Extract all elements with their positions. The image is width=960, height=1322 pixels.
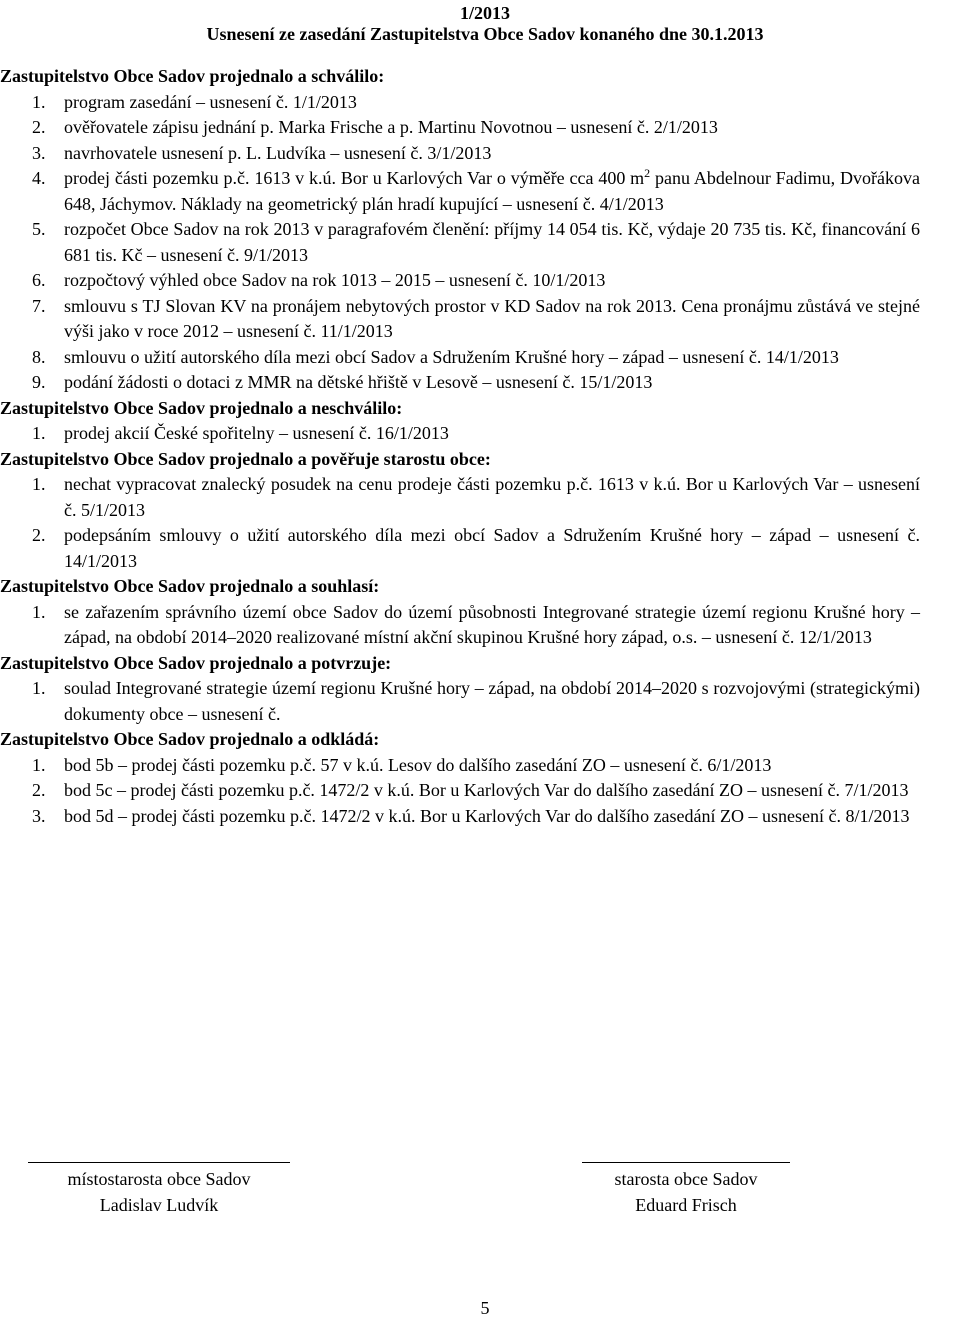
item-number: 9. [32, 372, 46, 392]
item-text: rozpočtový výhled obce Sadov na rok 1013 – 2015 – usnesení č. 10/1/2013 [64, 270, 606, 290]
section-heading-approved: Zastupitelstvo Obce Sadov projednalo a schválilo: [0, 66, 385, 86]
item-number: 3. [32, 805, 46, 826]
list-item [0, 472, 940, 523]
item-text: navrhovatele usnesení p. L. Ludvíka – usnesení č. 3/1/2013 [64, 142, 492, 163]
item-number: 3. [32, 142, 46, 163]
list-item [0, 115, 940, 141]
list-item [0, 217, 940, 268]
list-item [0, 778, 940, 804]
item-number: 7. [32, 295, 46, 316]
item-text [64, 166, 940, 217]
document-body [0, 64, 940, 829]
section-heading-rejected: Zastupitelstvo Obce Sadov projednalo a neschválilo: [0, 397, 403, 418]
signature-name: Eduard Frisch [635, 1194, 737, 1215]
resolution-number: 1/2013 [459, 3, 510, 23]
list-item [0, 90, 940, 116]
list-item [0, 166, 940, 217]
signature-role: starosta obce Sadov [614, 1169, 758, 1189]
item-text: podání žádosti o dotaci z MMR na dětské hřiště v Lesově – usnesení č. 15/1/2013 [64, 372, 653, 392]
item-text: se zařazením správního území obce Sadov do území působnosti Integrované strategie území regionu Krušné hory – západ, na období 2014–2020 realizované místní akční skupinou Krušné hory západ, o.s. – usnesení č. 12/1/2013 [64, 601, 920, 647]
list-item [0, 600, 940, 651]
signature-block-deputy-mayor [28, 1162, 290, 1218]
list-item [0, 268, 940, 294]
list-item [0, 141, 940, 167]
item-number: 5. [32, 219, 46, 239]
item-text: prodej akcií České spořitelny – usnesení č. 16/1/2013 [64, 423, 449, 443]
superscript: 2 [644, 166, 651, 180]
list-item [0, 421, 940, 447]
item-number: 1. [32, 474, 46, 494]
item-number: 4. [32, 168, 46, 188]
document-title: Usnesení ze zasedání Zastupitelstva Obce Sadov konaného dne 30.1.2013 [206, 24, 764, 44]
item-text: bod 5d – prodej části pozemku p.č. 1472/2 v k.ú. Bor u Karlových Var do dalšího zasedání ZO – usnesení č. 8/1/2013 [64, 805, 910, 826]
item-number: 2. [32, 117, 46, 137]
item-number: 8. [32, 346, 46, 367]
item-number: 1. [32, 601, 46, 622]
section-heading-authorizes-mayor: Zastupitelstvo Obce Sadov projednalo a pověřuje starostu obce: [0, 448, 491, 469]
list-item [0, 294, 940, 345]
signature-name: Ladislav Ludvík [99, 1194, 219, 1215]
item-text: program zasedání – usnesení č. 1/1/2013 [64, 91, 357, 112]
item-text: bod 5b – prodej části pozemku p.č. 57 v k.ú. Lesov do dalšího zasedání ZO – usnesení č. 6/1/2013 [64, 754, 772, 775]
item-text: soulad Integrované strategie území regionu Krušné hory – západ, na období 2014–2020 s rozvojovými (strategickými) dokumenty obce – usnesení č. [64, 678, 920, 724]
item-number: 2. [32, 525, 46, 545]
item-number: 2. [32, 780, 46, 800]
section-heading-postpones: Zastupitelstvo Obce Sadov projednalo a odkládá: [0, 729, 380, 749]
list-item [0, 676, 940, 727]
page-number: 5 [480, 1298, 490, 1318]
item-text: bod 5c – prodej části pozemku p.č. 1472/2 v k.ú. Bor u Karlových Var do dalšího zasedání ZO – usnesení č. 7/1/2013 [64, 780, 909, 800]
signature-line [28, 1162, 290, 1163]
section-heading-agrees: Zastupitelstvo Obce Sadov projednalo a souhlasí: [0, 576, 380, 596]
item-text: nechat vypracovat znalecký posudek na cenu prodeje části pozemku p.č. 1613 v k.ú. Bor u Karlových Var – usnesení č. 5/1/2013 [64, 474, 920, 520]
list-item [0, 523, 940, 574]
item-number: 1. [32, 754, 46, 775]
signature-block-mayor [582, 1162, 790, 1218]
section-heading-confirms: Zastupitelstvo Obce Sadov projednalo a potvrzuje: [0, 652, 392, 673]
list-item [0, 370, 940, 396]
item-text: smlouvu o užití autorského díla mezi obcí Sadov a Sdružením Krušné hory – západ – usnesení č. 14/1/2013 [64, 346, 839, 367]
item-number: 1. [32, 423, 46, 443]
item-number: 1. [32, 678, 46, 698]
item-text: smlouvu s TJ Slovan KV na pronájem nebytových prostor v KD Sadov na rok 2013. Cena pronájmu zůstává ve stejné výši jako v roce 2012 – usnesení č. 11/1/2013 [64, 295, 920, 341]
list-item [0, 753, 940, 779]
item-text-post: panu Abdelnour Fadimu, Dvořákova 648, Jáchymov. Náklady na geometrický plán hradí kupující – usnesení č. 4/1/2013 [64, 168, 920, 214]
item-number: 1. [32, 91, 46, 112]
signature-line [582, 1162, 790, 1163]
item-text: rozpočet Obce Sadov na rok 2013 v paragrafovém členění: příjmy 14 054 tis. Kč, výdaje 20 735 tis. Kč, financování 6 681 tis. Kč – usnesení č. 9/1/2013 [64, 219, 920, 265]
list-item [0, 345, 940, 371]
signature-role: místostarosta obce Sadov [67, 1169, 251, 1189]
item-text: ověřovatele zápisu jednání p. Marka Frische a p. Martinu Novotnou – usnesení č. 2/1/2013 [64, 117, 718, 137]
item-text: podepsáním smlouvy o užití autorského díla mezi obcí Sadov a Sdružením Krušné hory – západ – usnesení č. 14/1/2013 [64, 525, 920, 571]
item-text-pre: prodej části pozemku p.č. 1613 v k.ú. Bor u Karlových Var o výměře cca 400 m [64, 168, 645, 188]
item-number: 6. [32, 270, 46, 290]
list-item [0, 804, 940, 830]
